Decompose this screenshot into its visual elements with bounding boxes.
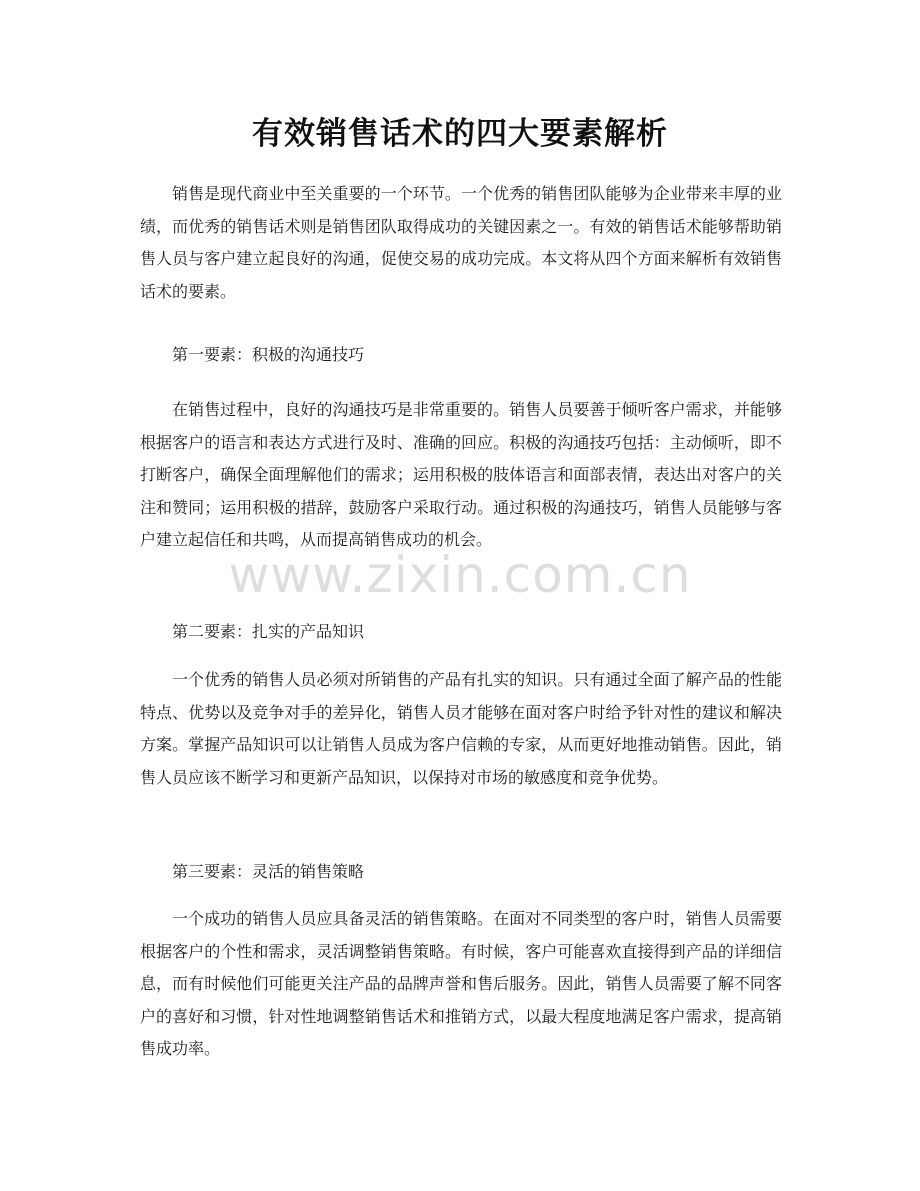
- section-body-1: 在销售过程中，良好的沟通技巧是非常重要的。销售人员要善于倾听客户需求，并能够根据客户的语言和表达方式进行及时、准确的回应。积极的沟通技巧包括：主动倾听，即不打断客户，确保全面理解他们的需求；运用积极的肢体语言和面部表情，表达出对客户的关注和赞同；运用积极的措辞，鼓励客户采取行动。通过积极的沟通技巧，销售人员能够与客户建立起信任和共鸣，从而提高销售成功的机会。: [140, 400, 782, 549]
- intro-paragraph: 销售是现代商业中至关重要的一个环节。一个优秀的销售团队能够为企业带来丰厚的业绩，而优秀的销售话术则是销售团队取得成功的关键因素之一。有效的销售话术能够帮助销售人员与客户建立起良好的沟通，促使交易的成功完成。本文将从四个方面来解析有效销售话术的要素。: [140, 184, 782, 301]
- section-heading-1: 第一要素：积极的沟通技巧: [172, 345, 365, 364]
- document-title: 有效销售话术的四大要素解析: [252, 116, 668, 152]
- section-body-2: 一个优秀的销售人员必须对所销售的产品有扎实的知识。只有通过全面了解产品的性能特点、优势以及竞争对手的差异化，销售人员才能够在面对客户时给予针对性的建议和解决方案。掌握产品知识可以让销售人员成为客户信赖的专家，从而更好地推动销售。因此，销售人员应该不断学习和更新产品知识，以保持对市场的敏感度和竞争优势。: [140, 670, 782, 787]
- section-heading-3: 第三要素：灵活的销售策略: [172, 862, 365, 881]
- section-heading-2: 第二要素：扎实的产品知识: [172, 622, 365, 641]
- watermark-text: www.zixin.com.cn: [228, 546, 692, 604]
- section-body-3: 一个成功的销售人员应具备灵活的销售策略。在面对不同类型的客户时，销售人员需要根据客户的个性和需求，灵活调整销售策略。有时候，客户可能喜欢直接得到产品的详细信息，而有时候他们可能更关注产品的品牌声誉和售后服务。因此，销售人员需要了解不同客户的喜好和习惯，针对性地调整销售话术和推销方式，以最大程度地满足客户需求，提高销售成功率。: [140, 909, 782, 1058]
